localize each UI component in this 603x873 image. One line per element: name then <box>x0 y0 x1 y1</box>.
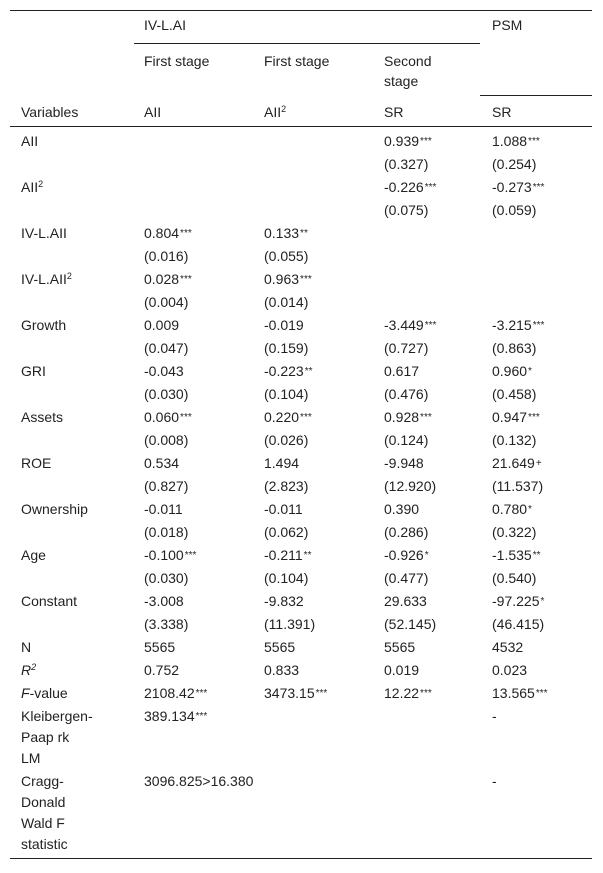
stderr-cell: (0.016) <box>144 248 189 264</box>
stderr-cell: (0.062) <box>264 524 309 540</box>
cell-value: 0.780 <box>492 501 528 517</box>
test-psm-value: - <box>492 773 497 789</box>
significance-stars: ** <box>300 228 308 239</box>
cell-value: -0.100 <box>144 547 184 563</box>
cell-value: -9.948 <box>384 455 424 471</box>
cell-value: 0.804 <box>144 225 180 241</box>
stderr-cell: (0.540) <box>492 570 537 586</box>
cell-value: -9.832 <box>264 593 304 609</box>
superscript: 2 <box>66 271 72 281</box>
stat-cell <box>264 659 299 682</box>
stderr-cell: (0.004) <box>144 294 189 310</box>
coef-cell <box>492 360 532 383</box>
cell-value: -0.926 <box>384 547 424 563</box>
significance-stars: ** <box>304 366 313 377</box>
coef-cell <box>492 176 544 199</box>
variables-header: Variables <box>21 104 79 120</box>
coef-cell <box>144 544 196 567</box>
superscript: 2 <box>281 104 287 114</box>
coef-cell <box>144 360 184 383</box>
stderr-cell: (0.286) <box>384 524 429 540</box>
stderr-cell: (0.476) <box>384 386 429 402</box>
significance-stars: *** <box>532 320 545 331</box>
row-label-text: R <box>21 662 32 678</box>
test-label-line: Donald <box>21 794 66 810</box>
cell-value: 0.534 <box>144 455 180 471</box>
coef-cell <box>264 268 312 291</box>
significance-stars: + <box>535 458 542 469</box>
significance-stars: ** <box>303 550 312 561</box>
significance-stars: *** <box>420 136 432 147</box>
significance-stars: *** <box>424 320 437 331</box>
stat-label <box>21 659 36 682</box>
stderr-cell: (0.727) <box>384 340 429 356</box>
cell-value: -1.535 <box>492 547 532 563</box>
row-label-text: Ownership <box>21 501 88 517</box>
stat-cell <box>384 659 419 682</box>
coef-cell <box>492 544 541 567</box>
cell-value: 0.028 <box>144 271 180 287</box>
row-label-text: AII <box>21 179 39 195</box>
cell-value: 0.009 <box>144 317 180 333</box>
significance-stars: *** <box>315 688 328 699</box>
dep-var-header <box>144 101 161 124</box>
stderr-cell: (0.014) <box>264 294 309 310</box>
group-header-iv: IV-L.AI <box>144 17 187 33</box>
stat-cell <box>144 682 207 705</box>
header-rule <box>10 126 592 127</box>
stderr-cell: (52.145) <box>384 616 437 632</box>
stderr-cell: (0.075) <box>384 202 429 218</box>
cell-value: 0.928 <box>384 409 420 425</box>
cell-value: 4532 <box>492 639 524 655</box>
coef-cell <box>384 360 419 383</box>
cell-value: 5565 <box>264 639 296 655</box>
cell-value: -0.211 <box>264 547 303 563</box>
test-value <box>144 705 207 728</box>
significance-stars: *** <box>180 228 192 239</box>
cell-value: 0.833 <box>264 662 300 678</box>
significance-stars: *** <box>528 136 540 147</box>
coef-cell <box>492 130 540 153</box>
row-label <box>21 130 38 153</box>
row-label-text: GRI <box>21 363 46 379</box>
stderr-cell: (0.018) <box>144 524 189 540</box>
cell-value: -0.273 <box>492 179 532 195</box>
cell-value: 0.133 <box>264 225 300 241</box>
cell-value: 0.617 <box>384 363 420 379</box>
cell-value: 29.633 <box>384 593 427 609</box>
dep-var-text: AII <box>144 104 162 120</box>
coef-cell <box>492 406 540 429</box>
stat-cell <box>144 636 175 659</box>
significance-stars: *** <box>300 274 312 285</box>
subhead-second-stage-line1: Second <box>384 53 432 69</box>
stderr-cell: (11.391) <box>264 616 316 632</box>
coef-cell <box>384 314 436 337</box>
stderr-cell: (2.823) <box>264 478 309 494</box>
row-label-text: Assets <box>21 409 64 425</box>
significance-stars: *** <box>180 274 192 285</box>
stderr-cell: (0.030) <box>144 570 189 586</box>
cell-value: 0.752 <box>144 662 180 678</box>
row-label <box>21 406 63 429</box>
row-label <box>21 268 72 291</box>
coef-cell <box>384 130 432 153</box>
row-label <box>21 222 67 245</box>
stat-cell <box>384 636 415 659</box>
significance-stars: * <box>528 504 532 515</box>
subhead-first-stage-2: First stage <box>264 53 330 69</box>
cell-value: -0.011 <box>144 501 183 517</box>
cell-value: 3096.825>16.380 <box>144 773 254 789</box>
cell-value: -0.043 <box>144 363 184 379</box>
significance-stars: *** <box>532 182 545 193</box>
coef-cell <box>384 498 419 521</box>
stderr-cell: (46.415) <box>492 616 545 632</box>
stderr-cell: (12.920) <box>384 478 437 494</box>
stat-cell <box>492 682 548 705</box>
test-value <box>144 770 253 793</box>
dep-var-header <box>264 101 286 124</box>
superscript: 2 <box>38 179 44 189</box>
cell-value: 0.019 <box>384 662 420 678</box>
cell-value: -0.226 <box>384 179 424 195</box>
stderr-cell: (0.254) <box>492 156 537 172</box>
coef-cell <box>492 314 544 337</box>
significance-stars: *** <box>195 688 208 699</box>
stderr-cell: (0.132) <box>492 432 537 448</box>
coef-cell <box>144 406 192 429</box>
significance-stars: *** <box>195 711 208 722</box>
cell-value: 1.088 <box>492 133 528 149</box>
subhead-first-stage-1: First stage <box>144 53 210 69</box>
stderr-cell: (0.047) <box>144 340 189 356</box>
cell-value: -0.011 <box>264 501 303 517</box>
coef-cell <box>144 222 192 245</box>
stat-cell <box>264 636 295 659</box>
significance-stars: *** <box>424 182 437 193</box>
stat-cell <box>492 659 527 682</box>
stderr-cell: (0.026) <box>264 432 309 448</box>
cell-value: 5565 <box>144 639 176 655</box>
cell-value: 0.220 <box>264 409 300 425</box>
cell-value: 0.960 <box>492 363 528 379</box>
row-label-text: Growth <box>21 317 67 333</box>
row-label-text: AII <box>21 133 39 149</box>
psm-group-rule <box>480 95 592 96</box>
stat-label <box>21 682 68 705</box>
significance-stars: *** <box>420 688 432 699</box>
row-label-text: Age <box>21 547 46 563</box>
cell-value: 21.649 <box>492 455 535 471</box>
row-label <box>21 314 66 337</box>
cell-value: 3473.15 <box>264 685 315 701</box>
cell-value: 0.060 <box>144 409 180 425</box>
cell-value: -0.223 <box>264 363 304 379</box>
cell-value: 2108.42 <box>144 685 195 701</box>
coef-cell <box>384 406 432 429</box>
dep-var-header <box>492 101 511 124</box>
stat-label <box>21 636 31 659</box>
dep-var-text: SR <box>384 104 404 120</box>
cell-value: 1.494 <box>264 455 300 471</box>
top-rule <box>10 10 592 11</box>
cell-value: 389.134 <box>144 708 195 724</box>
test-label-line: Cragg- <box>21 773 64 789</box>
cell-value: -3.449 <box>384 317 424 333</box>
coef-cell <box>264 360 313 383</box>
cell-value: -3.008 <box>144 593 184 609</box>
significance-stars: * <box>540 596 545 607</box>
cell-value: 0.390 <box>384 501 420 517</box>
stat-cell <box>492 636 523 659</box>
coef-cell <box>144 314 179 337</box>
coef-cell <box>264 590 304 613</box>
coef-cell <box>384 452 424 475</box>
cell-value: 5565 <box>384 639 416 655</box>
stderr-cell: (0.059) <box>492 202 537 218</box>
significance-stars: *** <box>420 412 432 423</box>
significance-stars: *** <box>535 688 548 699</box>
stderr-cell: (0.322) <box>492 524 537 540</box>
stderr-cell: (0.008) <box>144 432 189 448</box>
superscript: 2 <box>31 662 37 672</box>
stderr-cell: (0.159) <box>264 340 309 356</box>
row-label <box>21 360 46 383</box>
stderr-cell: (0.055) <box>264 248 309 264</box>
group-header-psm: PSM <box>492 17 523 33</box>
cell-value: 12.22 <box>384 685 420 701</box>
coef-cell <box>492 590 544 613</box>
row-label-text: ROE <box>21 455 52 471</box>
stderr-cell: (0.827) <box>144 478 189 494</box>
cell-value: -97.225 <box>492 593 540 609</box>
stderr-cell: (0.863) <box>492 340 537 356</box>
coef-cell <box>264 498 303 521</box>
dep-var-text: SR <box>492 104 512 120</box>
test-label-line: Kleibergen- <box>21 708 93 724</box>
stderr-cell: (0.030) <box>144 386 189 402</box>
stderr-cell: (0.477) <box>384 570 429 586</box>
subhead-second-stage-line2: stage <box>384 73 419 89</box>
coef-cell <box>384 544 429 567</box>
significance-stars: *** <box>528 412 540 423</box>
cell-value: 0.947 <box>492 409 528 425</box>
stderr-cell: (11.537) <box>492 478 544 494</box>
test-psm-value: - <box>492 708 497 724</box>
row-label <box>21 544 46 567</box>
row-label <box>21 452 51 475</box>
coef-cell <box>264 452 299 475</box>
test-label-line: LM <box>21 750 41 766</box>
bottom-rule <box>10 858 592 859</box>
row-label <box>21 498 88 521</box>
cell-value: 0.939 <box>384 133 420 149</box>
row-label-text: Constant <box>21 593 78 609</box>
cell-value: 0.023 <box>492 662 528 678</box>
significance-stars: * <box>424 550 429 561</box>
test-label-line: statistic <box>21 836 68 852</box>
stderr-cell: (3.338) <box>144 616 189 632</box>
coef-cell <box>264 544 311 567</box>
coef-cell <box>492 452 542 475</box>
coef-cell <box>264 222 308 245</box>
coef-cell <box>264 406 312 429</box>
significance-stars: * <box>528 366 532 377</box>
row-label <box>21 176 43 199</box>
cell-value: 13.565 <box>492 685 535 701</box>
stderr-cell: (0.327) <box>384 156 429 172</box>
significance-stars: ** <box>532 550 541 561</box>
cell-value: 0.963 <box>264 271 300 287</box>
test-label-line: Paap rk <box>21 729 70 745</box>
row-label-text: F <box>21 685 30 701</box>
coef-cell <box>384 176 436 199</box>
coef-cell <box>264 314 304 337</box>
stat-cell <box>264 682 327 705</box>
significance-stars: *** <box>184 550 197 561</box>
stderr-cell: (0.458) <box>492 386 537 402</box>
row-label-text: N <box>21 639 32 655</box>
coef-cell <box>144 452 179 475</box>
test-label-line: Wald F <box>21 815 65 831</box>
dep-var-text: AII <box>264 104 282 120</box>
significance-stars: *** <box>300 412 312 423</box>
row-label-text: IV-L.AII <box>21 225 67 241</box>
coef-cell <box>384 590 427 613</box>
stat-cell <box>144 659 179 682</box>
stat-cell <box>384 682 432 705</box>
coef-cell <box>492 498 532 521</box>
cell-value: -3.215 <box>492 317 532 333</box>
row-label <box>21 590 77 613</box>
cell-value: -0.019 <box>264 317 304 333</box>
coef-cell <box>144 268 192 291</box>
row-label-suffix: -value <box>29 685 68 701</box>
coef-cell <box>144 498 183 521</box>
stderr-cell: (0.104) <box>264 386 309 402</box>
significance-stars: *** <box>180 412 192 423</box>
dep-var-header <box>384 101 403 124</box>
stderr-cell: (0.124) <box>384 432 429 448</box>
row-label-text: IV-L.AII <box>21 271 67 287</box>
iv-group-rule <box>134 43 480 44</box>
stderr-cell: (0.104) <box>264 570 309 586</box>
coef-cell <box>144 590 184 613</box>
